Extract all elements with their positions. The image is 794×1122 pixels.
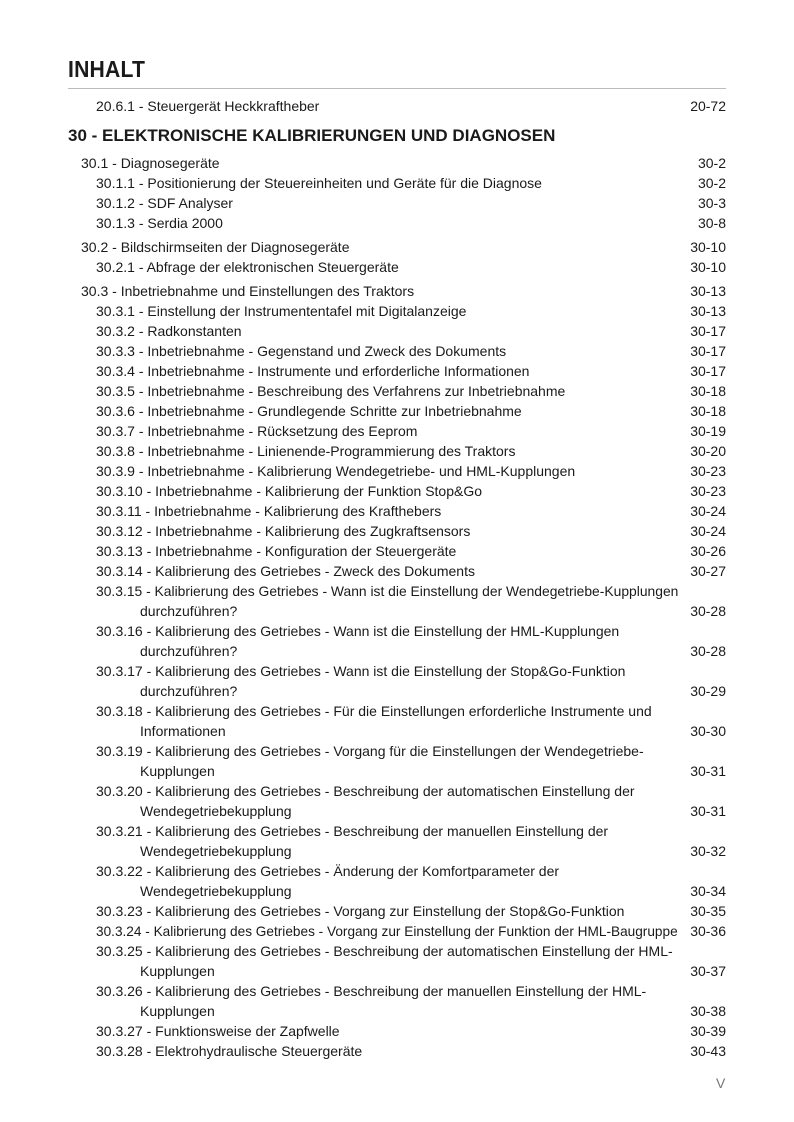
toc-entry[interactable] [96, 1021, 726, 1041]
toc-entry-title-continued: Kupplungen [140, 1003, 215, 1019]
toc-entry-title: 30.3.21 - Kalibrierung des Getriebes - Beschreibung der manuellen Einstellung der [96, 823, 609, 839]
toc-page-number: 30-17 [690, 323, 726, 339]
toc-entry-title: 30.3.7 - Inbetriebnahme - Rücksetzung des Eeprom [96, 423, 418, 439]
toc-page-number: 30-34 [690, 883, 726, 899]
toc-page-number: 30-2 [697, 175, 726, 191]
page-title: INHALT [68, 56, 146, 82]
toc-entry[interactable] [96, 901, 726, 921]
toc-page-number: 30-24 [690, 523, 726, 539]
toc-page-number: 30-28 [690, 643, 726, 659]
toc-entry-title: 30.1.3 - Serdia 2000 [96, 215, 223, 231]
toc-page-number: 30-28 [690, 603, 726, 619]
toc-entry-title: 30.3.8 - Inbetriebnahme - Linienende-Programmierung des Traktors [96, 443, 516, 459]
toc-entry[interactable] [96, 1041, 726, 1061]
toc-page-number: 30-24 [690, 503, 726, 519]
toc-entry[interactable] [96, 481, 726, 501]
toc-entry-title: 30.3.24 - Kalibrierung des Getriebes - Vorgang zur Einstellung der Funktion der HML-Baugruppe [96, 923, 678, 939]
toc-entry-title: 30.3.11 - Inbetriebnahme - Kalibrierung des Krafthebers [96, 503, 442, 519]
toc-page-number: 30-39 [690, 1023, 726, 1039]
toc-entry-title-continued: Kupplungen [140, 763, 215, 779]
toc-entry[interactable] [96, 741, 726, 781]
toc-entry-title-continued: Wendegetriebekupplung [140, 883, 292, 899]
toc-page-number: 20-72 [690, 98, 726, 114]
toc-entry-title-continued: Wendegetriebekupplung [140, 843, 292, 859]
toc-entry-title: 30.1.1 - Positionierung der Steuereinheiten und Geräte für die Diagnose [96, 175, 542, 191]
toc-entry-title: 30.3.15 - Kalibrierung des Getriebes - Wann ist die Einstellung der Wendegetriebe-Kupplungen [96, 583, 679, 599]
toc-page-number: 30-23 [690, 483, 726, 499]
toc-entry-title-continued: Kupplungen [140, 963, 215, 979]
toc-entry-title: 30.3.4 - Inbetriebnahme - Instrumente und erforderliche Informationen [96, 363, 530, 379]
toc-page-number: 30-31 [690, 763, 726, 779]
toc-entry[interactable] [96, 301, 726, 321]
toc-entry-title: 30.2.1 - Abfrage der elektronischen Steuergeräte [96, 259, 399, 275]
toc-section[interactable] [81, 281, 726, 301]
toc-entry-title-continued: Wendegetriebekupplung [140, 803, 292, 819]
toc-section[interactable] [81, 153, 726, 173]
toc-page-number: 30-43 [690, 1043, 726, 1059]
toc-entry[interactable] [96, 193, 726, 213]
toc-page-number: 30-38 [690, 1003, 726, 1019]
toc-page-number: 30-27 [690, 563, 726, 579]
toc-entry[interactable] [96, 321, 726, 341]
toc-entry[interactable] [96, 461, 726, 481]
toc-chapter[interactable] [68, 126, 726, 146]
toc-entry[interactable] [96, 781, 726, 821]
toc-entry[interactable] [96, 521, 726, 541]
toc-entry-title: 20.6.1 - Steuergerät Heckkraftheber [96, 98, 320, 114]
toc-entry[interactable] [96, 381, 726, 401]
toc-entry-title: 30.3 - Inbetriebnahme und Einstellungen des Traktors [81, 283, 415, 299]
toc-page-number: 30-29 [690, 683, 726, 699]
toc-entry[interactable] [96, 401, 726, 421]
toc-entry-title: 30.3.3 - Inbetriebnahme - Gegenstand und Zweck des Dokuments [96, 343, 507, 359]
toc-page-number: 30-13 [690, 283, 726, 299]
toc-entry-title: 30.3.5 - Inbetriebnahme - Beschreibung des Verfahrens zur Inbetriebnahme [96, 383, 566, 399]
toc-page-number: 30-31 [690, 803, 726, 819]
toc-entry-title: 30.3.23 - Kalibrierung des Getriebes - Vorgang zur Einstellung der Stop&Go-Funktion [96, 903, 625, 919]
toc-entry[interactable] [96, 541, 726, 561]
toc-section[interactable] [81, 237, 726, 257]
toc-page-number: 30-26 [690, 543, 726, 559]
toc-entry-title: 30.3.22 - Kalibrierung des Getriebes - Änderung der Komfortparameter der [96, 863, 560, 879]
toc-page-number: 30-13 [690, 303, 726, 319]
toc-entry-title: 30.3.19 - Kalibrierung des Getriebes - Vorgang für die Einstellungen der Wendegetriebe- [96, 743, 644, 759]
toc-entry-title: 30.3.18 - Kalibrierung des Getriebes - Für die Einstellungen erforderliche Instrumente und [96, 703, 652, 719]
toc-entry[interactable] [96, 341, 726, 361]
toc-entry-title: 30.3.14 - Kalibrierung des Getriebes - Zweck des Dokuments [96, 563, 475, 579]
page-number: V [716, 1075, 726, 1091]
toc-entry-title: 30.3.28 - Elektrohydraulische Steuergeräte [96, 1043, 363, 1059]
toc-entry[interactable] [96, 921, 726, 941]
toc-entry[interactable] [96, 257, 726, 277]
toc-entry[interactable] [96, 96, 726, 116]
toc-entry-title: 30.3.20 - Kalibrierung des Getriebes - Beschreibung der automatischen Einstellung der [96, 783, 635, 799]
toc-entry-title: 30.3.17 - Kalibrierung des Getriebes - Wann ist die Einstellung der Stop&Go-Funktion [96, 663, 626, 679]
toc-page-number: 30-20 [690, 443, 726, 459]
toc-page-number: 30-2 [697, 155, 726, 171]
toc-entry-title: 30.3.16 - Kalibrierung des Getriebes - Wann ist die Einstellung der HML-Kupplungen [96, 623, 620, 639]
toc-entry-title: 30.3.6 - Inbetriebnahme - Grundlegende Schritte zur Inbetriebnahme [96, 403, 522, 419]
toc-page-number: 30-32 [690, 843, 726, 859]
toc-page-number: 30-30 [690, 723, 726, 739]
toc-entry-title: 30.1.2 - SDF Analyser [96, 195, 233, 211]
toc-page-number: 30-3 [697, 195, 726, 211]
toc-entry-title: 30.3.25 - Kalibrierung des Getriebes - Beschreibung der automatischen Einstellung der HML- [96, 943, 673, 959]
toc-page-number: 30-19 [690, 423, 726, 439]
toc-entry[interactable] [96, 421, 726, 441]
toc-entry[interactable] [96, 861, 726, 901]
toc-entry-title: 30.2 - Bildschirmseiten der Diagnosegeräte [81, 239, 350, 255]
toc-page-number: 30-10 [690, 259, 726, 275]
toc-page-number: 30-23 [690, 463, 726, 479]
toc-entry-title: 30 - ELEKTRONISCHE KALIBRIERUNGEN UND DIAGNOSEN [68, 126, 556, 145]
toc-entry-title: 30.3.26 - Kalibrierung des Getriebes - Beschreibung der manuellen Einstellung der HML- [96, 983, 647, 999]
toc-entry-title-continued: durchzuführen? [140, 603, 238, 619]
toc-entry[interactable] [96, 501, 726, 521]
toc-entry[interactable] [96, 941, 726, 981]
toc-page-number: 30-37 [690, 963, 726, 979]
toc-entry[interactable] [96, 213, 726, 233]
toc-page-number: 30-35 [690, 903, 726, 919]
toc-entry-title: 30.3.2 - Radkonstanten [96, 323, 242, 339]
toc-entry[interactable] [96, 441, 726, 461]
toc-page-number: 30-18 [690, 383, 726, 399]
toc-entry-title: 30.3.1 - Einstellung der Instrumententafel mit Digitalanzeige [96, 303, 467, 319]
toc-entry-title: 30.3.12 - Inbetriebnahme - Kalibrierung des Zugkraftsensors [96, 523, 471, 539]
toc-entry-title-continued: durchzuführen? [140, 683, 238, 699]
toc-page-number: 30-17 [690, 363, 726, 379]
toc-entry-title: 30.3.10 - Inbetriebnahme - Kalibrierung der Funktion Stop&Go [96, 483, 483, 499]
toc-page-number: 30-36 [690, 923, 726, 939]
toc-page-number: 30-17 [690, 343, 726, 359]
toc-page-number: 30-18 [690, 403, 726, 419]
toc-page-number: 30-8 [697, 215, 726, 231]
toc-entry[interactable] [96, 581, 726, 621]
toc-entry-title: 30.3.27 - Funktionsweise der Zapfwelle [96, 1023, 340, 1039]
toc-entry[interactable] [96, 981, 726, 1021]
toc-entry-title-continued: durchzuführen? [140, 643, 238, 659]
toc-entry[interactable] [96, 621, 726, 661]
toc-entry-title: 30.3.9 - Inbetriebnahme - Kalibrierung Wendegetriebe- und HML-Kupplungen [96, 463, 576, 479]
toc-entry-title-continued: Informationen [140, 723, 226, 739]
toc-entry[interactable] [96, 561, 726, 581]
toc-entry[interactable] [96, 661, 726, 701]
toc-entry[interactable] [96, 701, 726, 741]
toc-page-number: 30-10 [690, 239, 726, 255]
toc-entry-title: 30.1 - Diagnosegeräte [81, 155, 220, 171]
toc-entry[interactable] [96, 173, 726, 193]
toc-entry[interactable] [96, 361, 726, 381]
toc-entry[interactable] [96, 821, 726, 861]
toc-entry-title: 30.3.13 - Inbetriebnahme - Konfiguration der Steuergeräte [96, 543, 457, 559]
